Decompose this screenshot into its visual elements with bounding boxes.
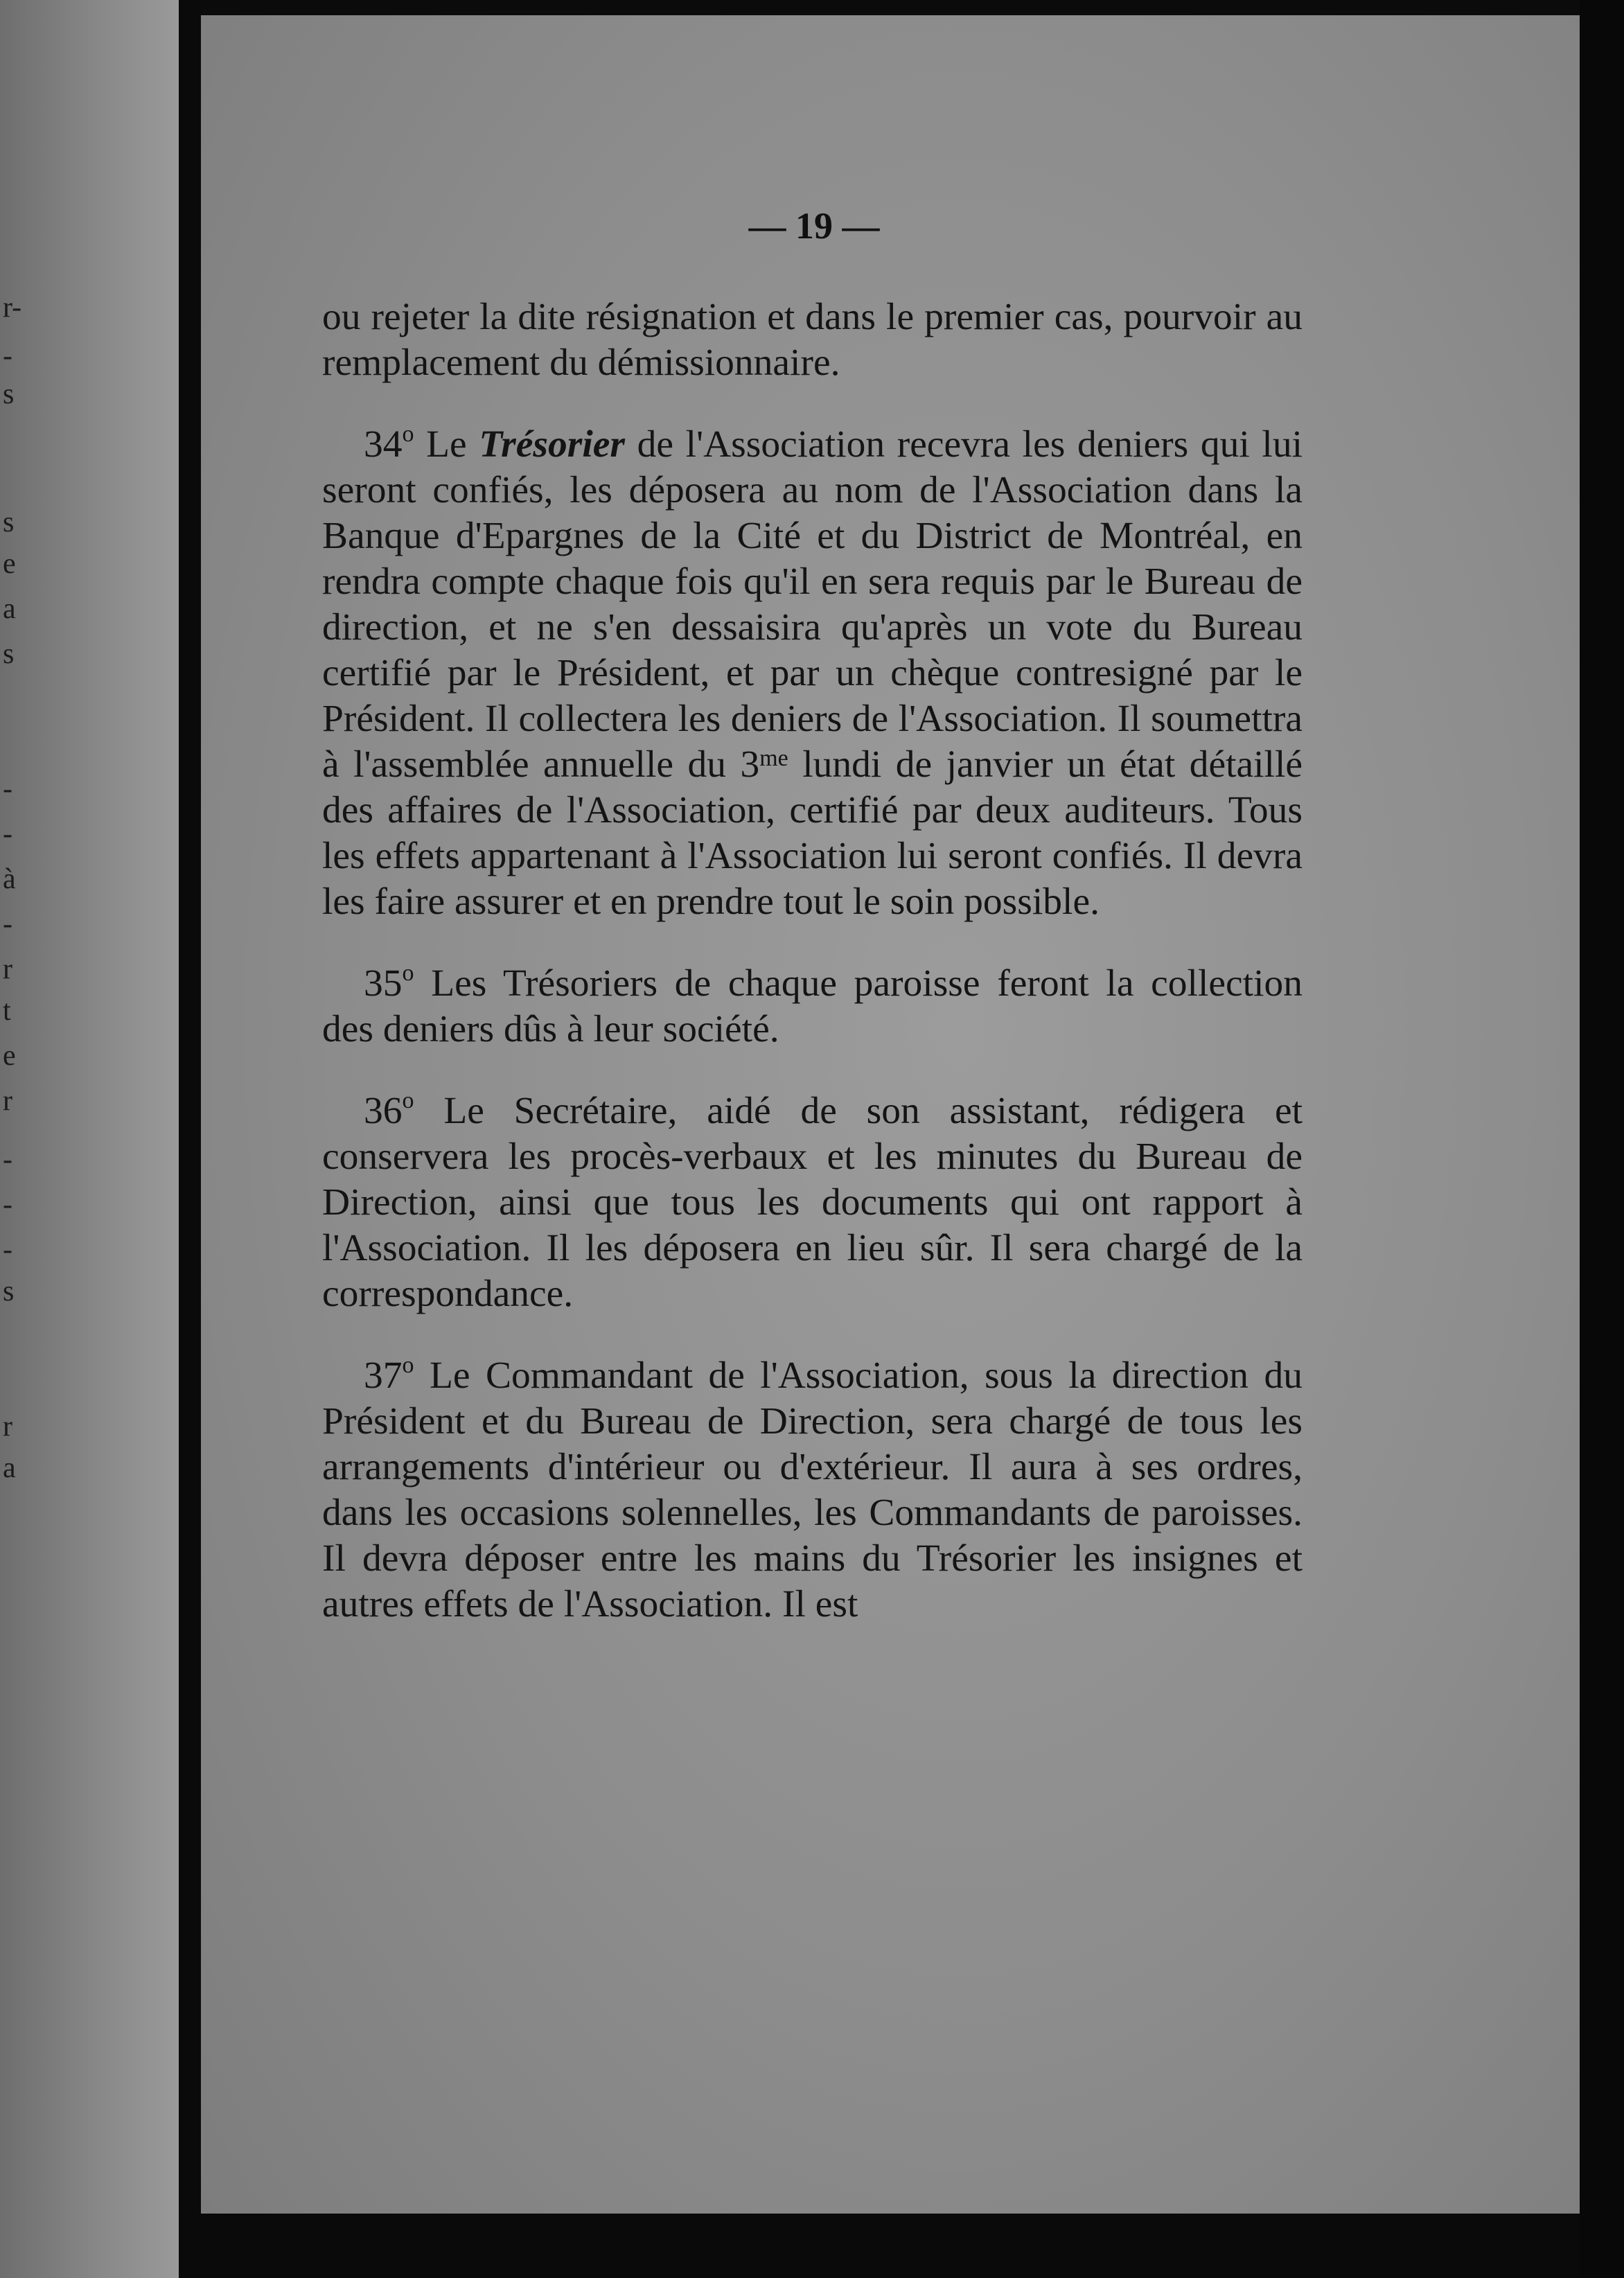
article-35 (322, 961, 1303, 1052)
margin-fragment: a (3, 1452, 16, 1484)
margin-fragment: - (3, 1144, 12, 1176)
paragraph-continuation (322, 294, 1303, 386)
text-line: cas, pourvoir au remplacement du démissionnaire. (322, 296, 1303, 384)
scan-border-right (1580, 0, 1624, 2278)
facing-page-edge (0, 0, 179, 2278)
scan-border-top (201, 0, 1580, 15)
margin-fragment: s (3, 506, 15, 538)
margin-fragment: s (3, 1275, 15, 1307)
margin-fragment: t (3, 995, 11, 1027)
article-intro: Le (426, 423, 467, 466)
margin-fragment: - (3, 1189, 12, 1221)
margin-fragment: r (3, 953, 12, 985)
article-number: 34$^o$ (364, 421, 414, 466)
article-number: 35$^o$ (364, 960, 414, 1005)
body-text (322, 294, 1303, 1627)
article-37 (322, 1353, 1303, 1627)
margin-fragment: a (3, 593, 16, 625)
margin-fragment: s (3, 638, 15, 670)
article-34 (322, 422, 1303, 925)
margin-fragment: - (3, 1234, 12, 1266)
margin-fragment: e (3, 1040, 16, 1072)
article-text-continued: lundi de janvier un état détaillé des affaires de l'Association, certifié par deux auditeurs. Tous les effets appartenant à l'Association lui seront confiés. Il devra les faire assurer et en prendre tout le soin possible. (322, 743, 1303, 923)
margin-fragment: r (3, 1411, 12, 1442)
scan-border-bottom (201, 2214, 1580, 2278)
margin-fragment: - (3, 773, 12, 805)
article-number: 37$^o$ (364, 1352, 414, 1397)
article-text: Le Commandant de l'Association, sous la direction du Président et du Bureau de Direction, sera chargé de tous les arrangements d'intérieur ou d'extérieur. Il aura à ses ordres, dans les occasions solennelles, les Commandants de paroisses. Il devra déposer entre les mains du Trésorier les insignes et autres effets de l'Association. Il est (322, 1354, 1303, 1625)
text-line: ou rejeter la dite résignation et dans le premier (322, 296, 1044, 338)
article-number: 36$^o$ (364, 1088, 414, 1132)
italic-term: Trésorier (479, 423, 626, 466)
margin-fragment: - (3, 340, 12, 372)
ordinal: $3^{me}$ (740, 743, 788, 786)
article-text: Le Secrétaire, aidé de son assistant, rédigera et conservera les procès-verbaux et les minutes du Bureau de Direction, ainsi que tous les documents qui ont rapport à l'Association. Il les déposera en lieu sûr. Il sera chargé de la correspondance. (322, 1090, 1303, 1315)
margin-fragment: s (3, 378, 15, 410)
book-gutter (179, 0, 201, 2278)
margin-fragment: à (3, 863, 16, 895)
margin-fragment: - (3, 908, 12, 940)
margin-fragment: e (3, 548, 16, 580)
margin-fragment: r (3, 1085, 12, 1117)
margin-fragment: - (3, 818, 12, 850)
page-number: — 19 — (748, 205, 880, 247)
article-text: Les Trésoriers de chaque paroisse feront la collection des deniers dûs à leur société. (322, 962, 1303, 1050)
article-36 (322, 1088, 1303, 1317)
article-text: de l'Association recevra les deniers qui lui seront confiés, les déposera au nom de l'Association dans la Banque d'Epargnes de la Cité et du District de Montréal, en rendra compte chaque fois qu'il en sera requis par le Bureau de direction, et ne s'en dessaisira qu'après un vote du Bureau certifié par le Président, et par un chèque contresigné par le Président. Il collectera les deniers de l'Association. Il soumettra à l'assemblée annuelle du (322, 423, 1303, 786)
margin-fragment: r- (3, 292, 22, 324)
